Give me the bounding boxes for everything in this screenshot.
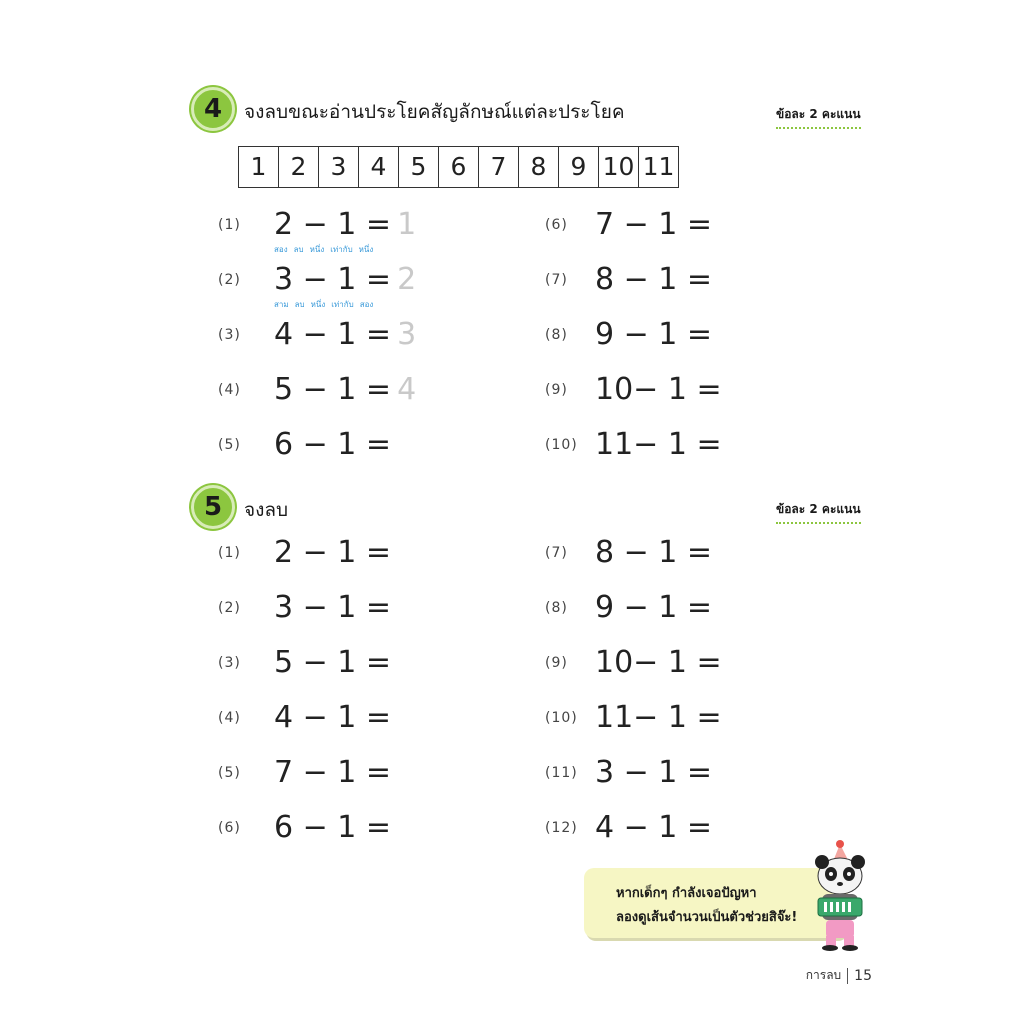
- problem-expression: [274, 755, 391, 790]
- expression-text: 11− 1 =: [595, 427, 722, 462]
- problem-number: (6): [545, 217, 568, 233]
- expression-text: 4 − 1 =: [274, 317, 392, 352]
- reading-word: เท่ากับ: [330, 245, 353, 254]
- problem-expression: [274, 590, 391, 625]
- problem-number: (2): [218, 600, 241, 616]
- problem-number: (10): [545, 437, 578, 453]
- problem-number: (7): [545, 272, 568, 288]
- answer-trace: 4: [397, 372, 417, 407]
- expression-text: 7 − 1 =: [274, 755, 392, 790]
- expression-text: 3 − 1 =: [595, 755, 713, 790]
- number-line-cell: 1: [239, 147, 279, 187]
- number-line: [238, 146, 679, 188]
- problem-number: (10): [545, 710, 578, 726]
- problem-expression: [595, 427, 722, 462]
- problem-expression: [595, 700, 722, 735]
- reading-guide: [274, 243, 373, 256]
- problem-expression: [595, 645, 722, 680]
- problem-number: (9): [545, 655, 568, 671]
- section-5-badge: 5: [191, 485, 235, 529]
- page-number: 15: [854, 967, 872, 984]
- problem-number: (3): [218, 655, 241, 671]
- problem-number: (6): [218, 820, 241, 836]
- problem-expression: [274, 810, 391, 845]
- expression-text: 7 − 1 =: [595, 207, 713, 242]
- expression-text: 3 − 1 =: [274, 590, 392, 625]
- reading-guide: [274, 298, 373, 311]
- answer-trace: 2: [397, 262, 417, 297]
- problem-number: (11): [545, 765, 578, 781]
- footer-divider: [847, 968, 848, 984]
- reading-word: หนึ่ง: [309, 245, 325, 254]
- number-line-cell: 4: [359, 147, 399, 187]
- expression-text: 4 − 1 =: [274, 700, 392, 735]
- problem-expression: [274, 645, 391, 680]
- section-4-points: ข้อละ 2 คะแนน: [776, 105, 861, 129]
- problem-number: (8): [545, 327, 568, 343]
- page-footer: [806, 966, 872, 985]
- expression-text: 6 − 1 =: [274, 810, 392, 845]
- problem-expression: [595, 262, 712, 297]
- problem-number: (1): [218, 545, 241, 561]
- problem-expression: [274, 262, 416, 297]
- answer-trace: 1: [397, 207, 417, 242]
- expression-text: 6 − 1 =: [274, 427, 392, 462]
- expression-text: 11− 1 =: [595, 700, 722, 735]
- number-line-cell: 8: [519, 147, 559, 187]
- problem-number: (9): [545, 382, 568, 398]
- expression-text: 3 − 1 =: [274, 262, 392, 297]
- problem-number: (8): [545, 600, 568, 616]
- expression-text: 9 − 1 =: [595, 590, 713, 625]
- problem-expression: [274, 427, 391, 462]
- reading-word: ลบ: [293, 245, 304, 254]
- expression-text: 10− 1 =: [595, 645, 722, 680]
- number-line-cell: 9: [559, 147, 599, 187]
- number-line-cell: 6: [439, 147, 479, 187]
- number-line-cell: 5: [399, 147, 439, 187]
- expression-text: 9 − 1 =: [595, 317, 713, 352]
- expression-text: 5 − 1 =: [274, 372, 392, 407]
- reading-word: เท่ากับ: [331, 300, 354, 309]
- problem-number: (1): [218, 217, 241, 233]
- expression-text: 8 − 1 =: [595, 535, 713, 570]
- hint-line-1: หากเด็กๆ กำลังเจอปัญหา: [616, 886, 757, 901]
- chapter-label: การลบ: [805, 968, 842, 982]
- section-5-points: ข้อละ 2 คะแนน: [776, 500, 861, 524]
- number-line-cell: 3: [319, 147, 359, 187]
- expression-text: 2 − 1 =: [274, 535, 392, 570]
- expression-text: 4 − 1 =: [595, 810, 713, 845]
- number-line-cell: 11: [642, 152, 675, 181]
- answer-trace: 3: [397, 317, 417, 352]
- problem-number: (4): [218, 710, 241, 726]
- problem-number: (3): [218, 327, 241, 343]
- problem-number: (7): [545, 545, 568, 561]
- hint-line-2: ลองดูเส้นจำนวนเป็นตัวช่วยสิจ๊ะ!: [616, 910, 798, 925]
- reading-word: สอง: [359, 300, 374, 309]
- number-line-cell: 7: [479, 147, 519, 187]
- reading-word: สาม: [274, 300, 289, 309]
- problem-expression: [274, 317, 416, 352]
- number-line-cell: 10: [599, 147, 639, 187]
- problem-expression: [274, 207, 416, 242]
- problem-number: (12): [545, 820, 578, 836]
- expression-text: 2 − 1 =: [274, 207, 392, 242]
- problem-expression: [595, 207, 712, 242]
- section-4-title: จงลบขณะอ่านประโยคสัญลักษณ์แต่ละประโยค: [244, 101, 625, 123]
- reading-word: สอง: [274, 245, 288, 254]
- problem-expression: [274, 700, 391, 735]
- problem-expression: [595, 755, 712, 790]
- problem-number: (4): [218, 382, 241, 398]
- reading-word: ลบ: [294, 300, 305, 309]
- problem-number: (5): [218, 765, 241, 781]
- problem-expression: [595, 590, 712, 625]
- problem-expression: [595, 317, 712, 352]
- problem-expression: [595, 810, 712, 845]
- expression-text: 10− 1 =: [595, 372, 722, 407]
- problem-expression: [595, 535, 712, 570]
- problem-expression: [274, 372, 416, 407]
- problem-number: (5): [218, 437, 241, 453]
- section-4-badge: 4: [191, 87, 235, 131]
- expression-text: 5 − 1 =: [274, 645, 392, 680]
- reading-word: หนึ่ง: [310, 300, 326, 309]
- reading-word: หนึ่ง: [358, 245, 374, 254]
- number-line-cell: 2: [279, 147, 319, 187]
- problem-expression: [274, 535, 391, 570]
- problem-number: (2): [218, 272, 241, 288]
- problem-expression: [595, 372, 722, 407]
- panda-mascot-icon: [804, 840, 876, 952]
- section-5-title: จงลบ: [244, 499, 289, 521]
- expression-text: 8 − 1 =: [595, 262, 713, 297]
